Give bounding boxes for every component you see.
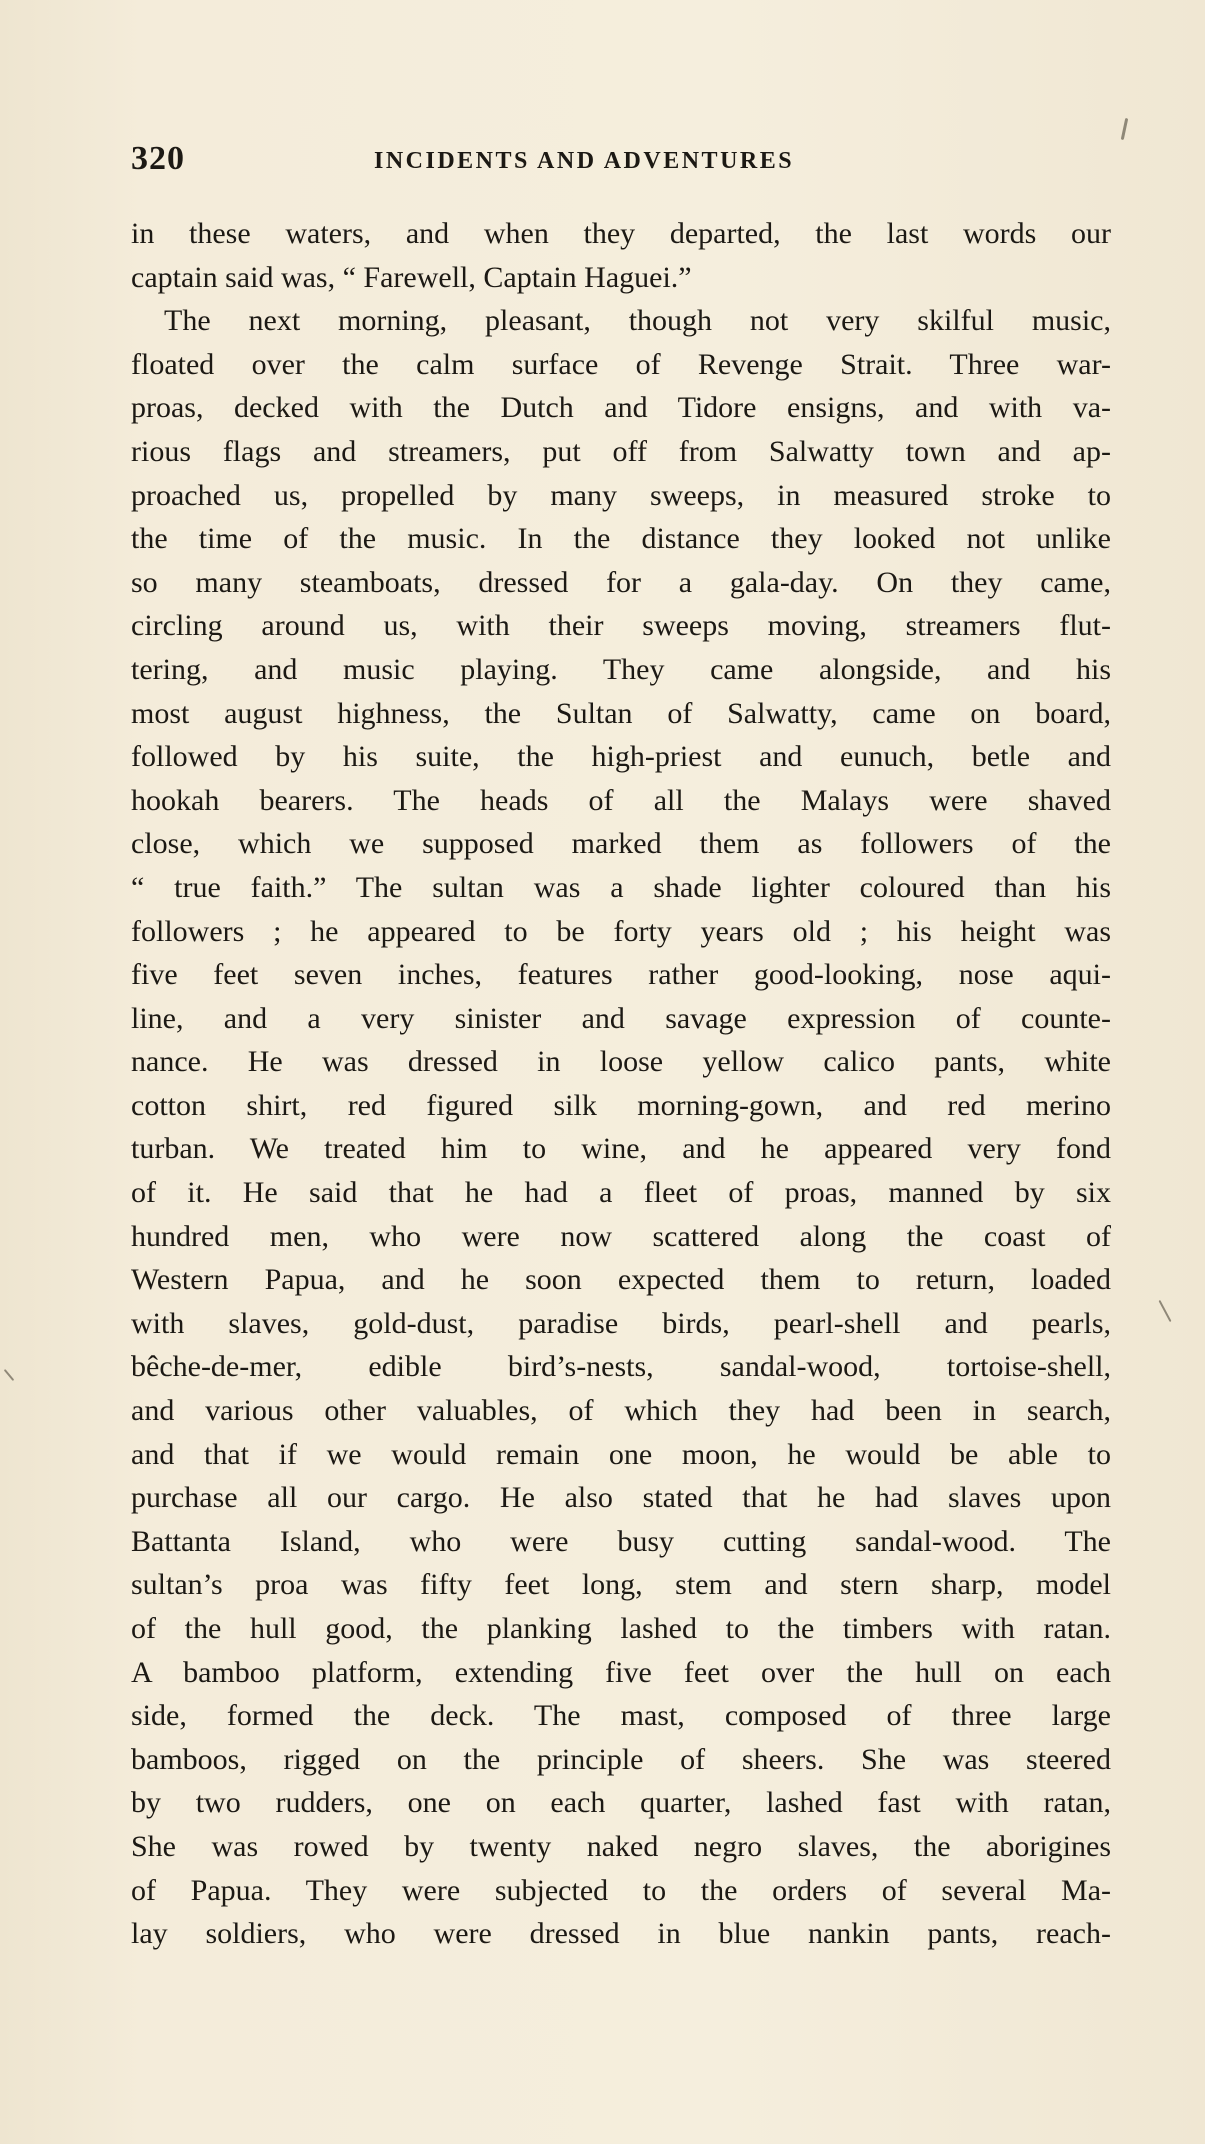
text-line: turban. We treated him to wine, and he appeared very fond xyxy=(131,1132,1111,1166)
text-line: hookah bearers. The heads of all the Malays were shaved xyxy=(131,783,1111,817)
text-line: tering, and music playing. They came alongside, and his xyxy=(131,652,1111,686)
text-line: line, and a very sinister and savage expression of counte- xyxy=(131,1001,1111,1035)
text-line: and various other valuables, of which they had been in search, xyxy=(131,1394,1111,1428)
text-line: in these waters, and when they departed, the last words our xyxy=(131,217,1111,250)
text-line: proas, decked with the Dutch and Tidore ensigns, and with va- xyxy=(131,391,1111,425)
text-line: of the hull good, the planking lashed to the timbers with ratan. xyxy=(131,1612,1111,1645)
text-line: five feet seven inches, features rather good-looking, nose aqui- xyxy=(131,958,1111,992)
text-line: nance. He was dressed in loose yellow calico pants, white xyxy=(131,1045,1111,1079)
paper-speck xyxy=(1121,118,1129,140)
text-line: side, formed the deck. The mast, composed of three large xyxy=(131,1699,1111,1733)
text-line: so many steamboats, dressed for a gala-day. On they came, xyxy=(131,565,1111,599)
paper-speck xyxy=(4,1369,15,1381)
text-line: followers ; he appeared to be forty years old ; his height was xyxy=(131,914,1111,948)
text-line: of Papua. They were subjected to the orders of several Ma- xyxy=(131,1873,1111,1907)
text-line: The next morning, pleasant, though not very skilful music, xyxy=(164,304,1111,338)
text-line: “ true faith.” The sultan was a shade lighter coloured than his xyxy=(131,870,1111,904)
text-line: sultan’s proa was fifty feet long, stem and stern sharp, model xyxy=(131,1568,1111,1602)
text-line: Western Papua, and he soon expected them to return, loaded xyxy=(131,1263,1111,1297)
text-line: of it. He said that he had a fleet of proas, manned by six xyxy=(131,1176,1111,1210)
text-line: rious flags and streamers, put off from Salwatty town and ap- xyxy=(131,434,1111,468)
page-number: 320 xyxy=(131,140,185,177)
text-line: lay soldiers, who were dressed in blue nankin pants, reach- xyxy=(131,1917,1111,1951)
text-line: and that if we would remain one moon, he would be able to xyxy=(131,1437,1111,1471)
text-line: floated over the calm surface of Revenge Strait. Three war- xyxy=(131,347,1111,381)
text-line: purchase all our cargo. He also stated that he had slaves upon xyxy=(131,1481,1111,1515)
paper-speck xyxy=(1158,1300,1171,1322)
text-line: close, which we supposed marked them as followers of the xyxy=(131,827,1111,861)
text-line: hundred men, who were now scattered along the coast of xyxy=(131,1219,1111,1253)
text-line: most august highness, the Sultan of Salwatty, came on board, xyxy=(131,696,1111,730)
text-line: with slaves, gold-dust, paradise birds, pearl-shell and pearls, xyxy=(131,1306,1111,1340)
text-line: proached us, propelled by many sweeps, in measured stroke to xyxy=(131,478,1111,512)
text-line: A bamboo platform, extending five feet over the hull on each xyxy=(131,1655,1111,1689)
text-line: by two rudders, one on each quarter, lashed fast with ratan, xyxy=(131,1786,1111,1820)
text-line: the time of the music. In the distance they looked not unlike xyxy=(131,522,1111,556)
body-text xyxy=(131,212,1111,1956)
text-line: cotton shirt, red figured silk morning-gown, and red merino xyxy=(131,1088,1111,1122)
text-line: Battanta Island, who were busy cutting sandal-wood. The xyxy=(131,1524,1111,1558)
text-line: followed by his suite, the high-priest and eunuch, betle and xyxy=(131,740,1111,774)
text-line: circling around us, with their sweeps moving, streamers flut- xyxy=(131,609,1111,643)
running-head: INCIDENTS AND ADVENTURES xyxy=(374,148,795,174)
text-line: bêche-de-mer, edible bird’s-nests, sandal-wood, tortoise-shell, xyxy=(131,1350,1111,1384)
text-line: captain said was, “ Farewell, Captain Haguei.” xyxy=(131,260,692,294)
text-line: bamboos, rigged on the principle of sheers. She was steered xyxy=(131,1742,1111,1776)
text-line: She was rowed by twenty naked negro slaves, the aborigines xyxy=(131,1829,1111,1863)
page-header xyxy=(131,140,1091,186)
